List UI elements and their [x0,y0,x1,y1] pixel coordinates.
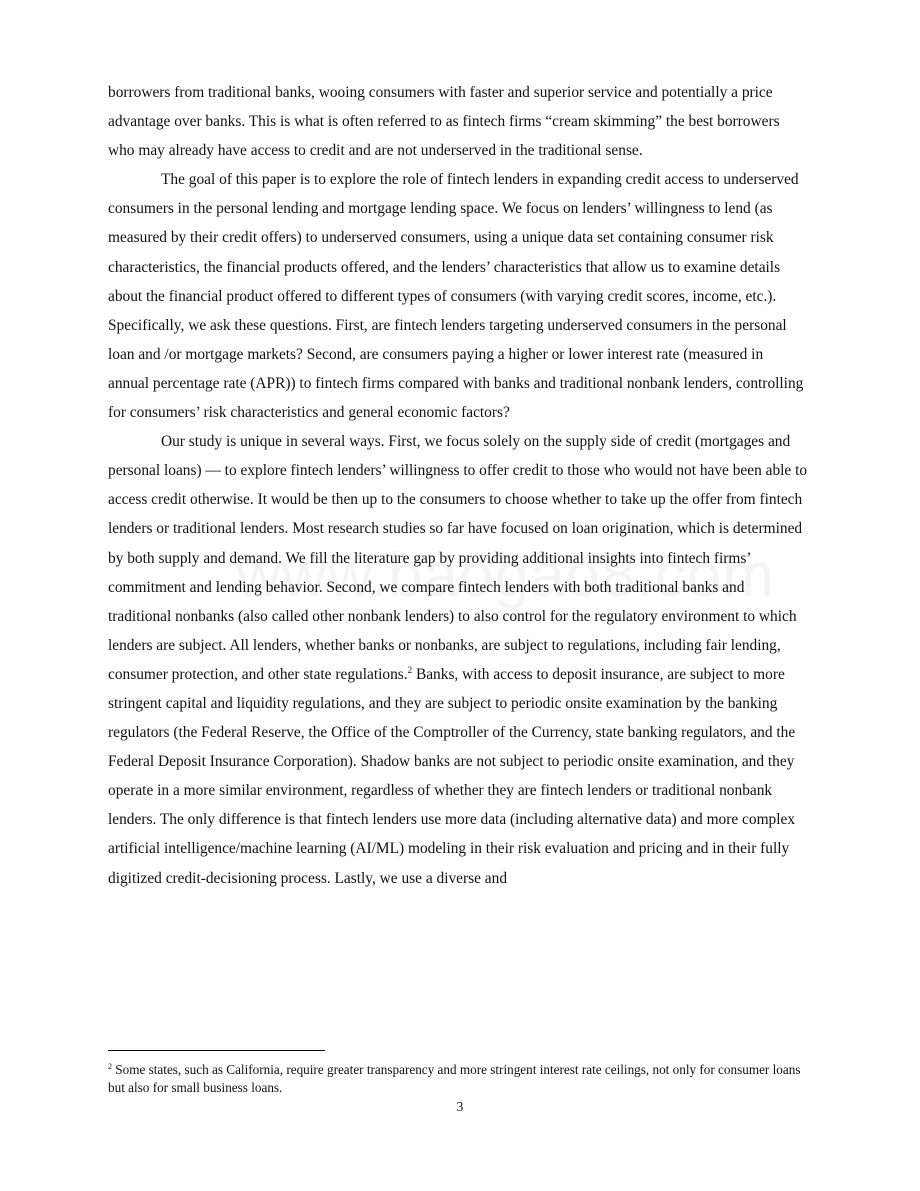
paragraph-2: The goal of this paper is to explore the role of fintech lenders in expanding credit access to underserved consumers in the personal lending and mortgage lending space. We focus on lenders’ willingness to lend (as measured by their credit offers) to underserved consumers, using a unique data set containing consumer risk characteristics, the financial products offered, and the lenders’ characteristics that allow us to examine details about the financial product offered to different types of consumers (with varying credit scores, income, etc.). Specifically, we ask these questions. First, are fintech lenders targeting underserved consumers in the personal loan and /or mortgage markets? Second, are consumers paying a higher or lower interest rate (measured in annual percentage rate (APR)) to fintech firms compared with banks and traditional nonbank lenders, controlling for consumers’ risk characteristics and general economic factors? [108,171,804,422]
body-text [108,78,808,893]
footnote-text: Some states, such as California, require greater transparency and more stringent interest rate ceilings, not only for consumer loans but also for small business loans. [108,1062,801,1095]
page-number: 3 [456,1099,464,1114]
footnote-number: 2 [108,1062,112,1071]
paragraph-3-text-before-note: Our study is unique in several ways. First, we focus solely on the supply side of credit (mortgages and personal loans) — to explore fintech lenders’ willingness to offer credit to those who would not have been able to access credit otherwise. It would be then up to the consumers to choose whether to take up the offer from fintech lenders or traditional lenders. Most research studies so far have focused on loan origination, which is determined by both supply and demand. We fill the literature gap by providing additional insights into fintech firms’ commitment and lending behavior. Second, we compare fintech lenders with both traditional banks and traditional nonbanks (also called other nonbank lenders) to also control for the regulatory environment to which lenders are subject. All lenders, whether banks or nonbanks, are subject to regulations, including fair lending, consumer protection, and other state regulations. [108,433,808,683]
paragraph-3 [108,427,808,893]
footnote [108,1061,808,1096]
paragraph-1: borrowers from traditional banks, wooing consumers with faster and superior service and potentially a price advantage over banks. This is what is often referred to as fintech firms “cream skimming” the best borrowers who may already have access to credit and are not underserved in the traditional sense. [108,84,780,160]
paragraph-3-text-after-note: Banks, with access to deposit insurance, are subject to more stringent capital and liquidity regulations, and they are subject to periodic onsite examination by the banking regulators (the Federal Reserve, the Office of the Comptroller of the Currency, state banking regulators, and the Federal Deposit Insurance Corporation). Shadow banks are not subject to periodic onsite examination, and they operate in a more similar environment, regardless of whether they are fintech lenders or traditional nonbank lenders. The only difference is that fintech lenders use more data (including alternative data) and more complex artificial intelligence/machine learning (AI/ML) modeling in their risk evaluation and pricing and in their fully digitized credit-decisioning process. Lastly, we use a diverse and [108,665,796,887]
footnote-separator [108,1050,325,1051]
footnote-reference: 2 [407,664,413,675]
